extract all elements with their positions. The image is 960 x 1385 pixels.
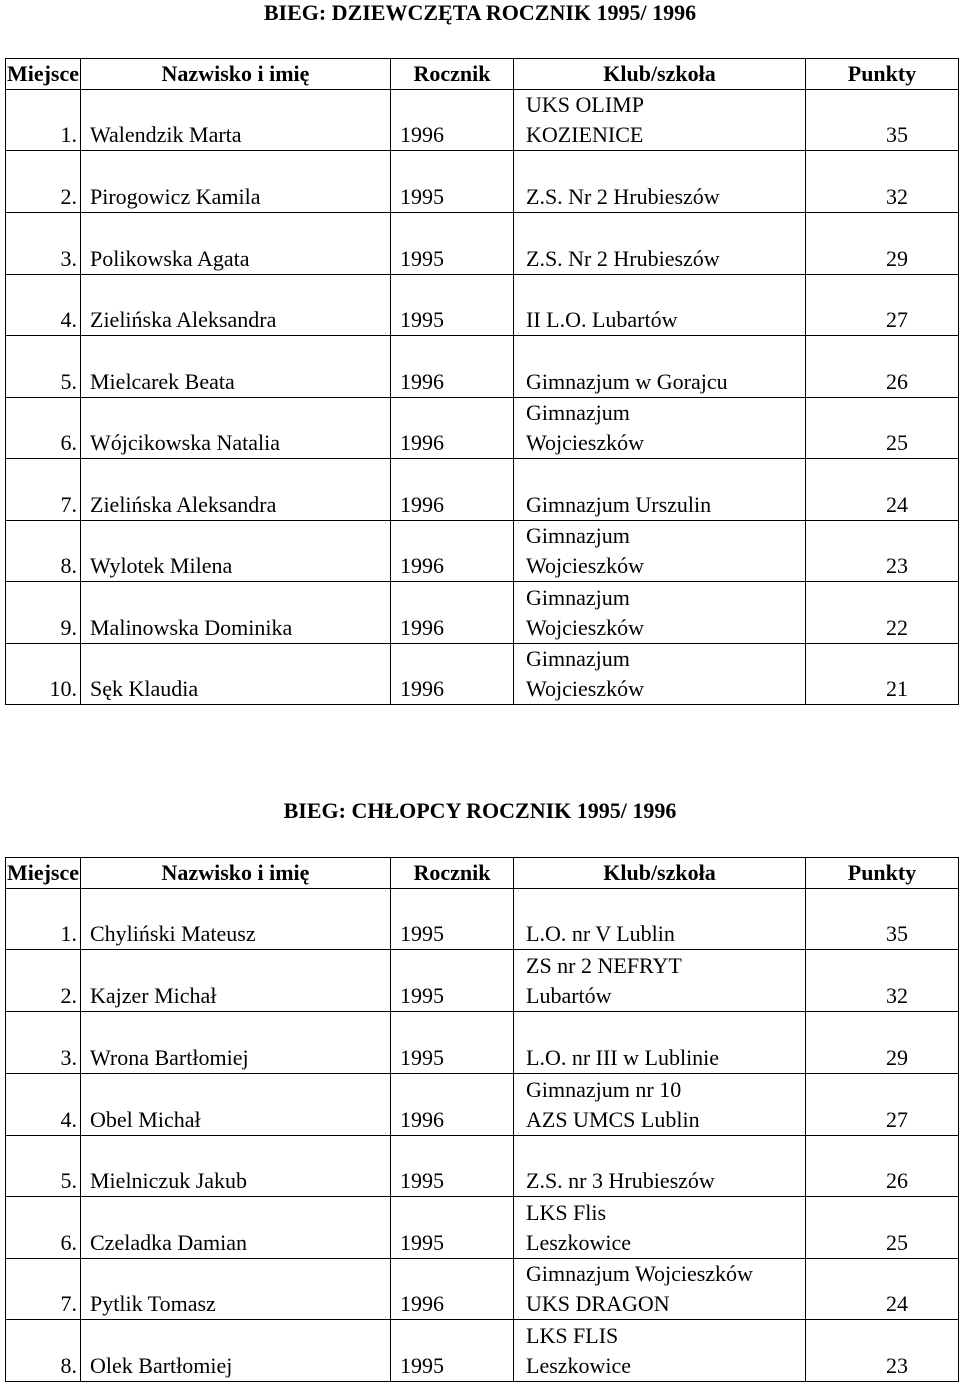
club-cell bbox=[514, 336, 806, 398]
club-line: KOZIENICE bbox=[526, 122, 644, 147]
club-cell bbox=[514, 521, 806, 582]
points-cell: 25 bbox=[806, 1197, 959, 1259]
year-cell: 1996 bbox=[391, 1074, 514, 1136]
points-cell: 35 bbox=[806, 889, 959, 950]
name-cell: Pytlik Tomasz bbox=[81, 1259, 391, 1320]
header-points: Punkty bbox=[806, 59, 959, 90]
club-cell bbox=[514, 889, 806, 950]
place-cell: 7. bbox=[6, 459, 81, 521]
place-cell: 7. bbox=[6, 1259, 81, 1320]
name-cell: Zielińska Aleksandra bbox=[81, 275, 391, 336]
club-line: UKS DRAGON bbox=[526, 1291, 670, 1316]
club-line: Gimnazjum bbox=[526, 523, 630, 548]
club-line: Leszkowice bbox=[526, 1353, 632, 1378]
points-cell: 32 bbox=[806, 950, 959, 1012]
club-cell bbox=[514, 1136, 806, 1197]
year-cell: 1995 bbox=[391, 889, 514, 950]
table-header-row bbox=[6, 59, 959, 90]
club-line: Z.S. Nr 2 Hrubieszów bbox=[526, 246, 720, 271]
header-name: Nazwisko i imię bbox=[81, 858, 391, 889]
year-cell: 1996 bbox=[391, 1259, 514, 1320]
table-row bbox=[6, 950, 959, 1012]
club-cell bbox=[514, 275, 806, 336]
name-cell: Mielcarek Beata bbox=[81, 336, 391, 398]
points-cell: 23 bbox=[806, 521, 959, 582]
club-line: UKS OLIMP bbox=[526, 92, 644, 117]
name-cell: Sęk Klaudia bbox=[81, 644, 391, 705]
name-cell: Walendzik Marta bbox=[81, 90, 391, 151]
club-line: Z.S. nr 3 Hrubieszów bbox=[526, 1168, 715, 1193]
name-cell: Mielniczuk Jakub bbox=[81, 1136, 391, 1197]
place-cell: 1. bbox=[6, 90, 81, 151]
table-row bbox=[6, 275, 959, 336]
year-cell: 1996 bbox=[391, 398, 514, 459]
place-cell: 6. bbox=[6, 1197, 81, 1259]
table-row bbox=[6, 1197, 959, 1259]
place-cell: 5. bbox=[6, 1136, 81, 1197]
name-cell: Malinowska Dominika bbox=[81, 582, 391, 644]
club-line: Gimnazjum bbox=[526, 400, 630, 425]
club-cell bbox=[514, 1259, 806, 1320]
name-cell: Olek Bartłomiej bbox=[81, 1320, 391, 1382]
header-year: Rocznik bbox=[391, 858, 514, 889]
name-cell: Wylotek Milena bbox=[81, 521, 391, 582]
club-line: Wojcieszków bbox=[526, 615, 644, 640]
year-cell: 1996 bbox=[391, 582, 514, 644]
name-cell: Obel Michał bbox=[81, 1074, 391, 1136]
year-cell: 1995 bbox=[391, 151, 514, 213]
club-line: Gimnazjum bbox=[526, 585, 630, 610]
points-cell: 35 bbox=[806, 90, 959, 151]
club-line: Gimnazjum nr 10 bbox=[526, 1077, 682, 1102]
points-cell: 21 bbox=[806, 644, 959, 705]
year-cell: 1996 bbox=[391, 90, 514, 151]
club-cell bbox=[514, 398, 806, 459]
points-cell: 29 bbox=[806, 1012, 959, 1074]
place-cell: 4. bbox=[6, 275, 81, 336]
girls-results-table bbox=[5, 58, 959, 705]
points-cell: 26 bbox=[806, 336, 959, 398]
points-cell: 22 bbox=[806, 582, 959, 644]
table-row bbox=[6, 1074, 959, 1136]
club-cell bbox=[514, 1320, 806, 1382]
club-cell bbox=[514, 950, 806, 1012]
club-line: Wojcieszków bbox=[526, 676, 644, 701]
club-line: Leszkowice bbox=[526, 1230, 632, 1255]
club-line: ZS nr 2 NEFRYT bbox=[526, 953, 682, 978]
year-cell: 1996 bbox=[391, 459, 514, 521]
year-cell: 1996 bbox=[391, 336, 514, 398]
table-row bbox=[6, 1320, 959, 1382]
header-place: Miejsce bbox=[6, 59, 81, 90]
club-cell bbox=[514, 644, 806, 705]
club-cell bbox=[514, 582, 806, 644]
club-cell bbox=[514, 213, 806, 275]
points-cell: 23 bbox=[806, 1320, 959, 1382]
table-row bbox=[6, 1012, 959, 1074]
table-row bbox=[6, 889, 959, 950]
year-cell: 1995 bbox=[391, 1197, 514, 1259]
club-line: Gimnazjum Wojcieszków bbox=[526, 1261, 753, 1286]
club-cell bbox=[514, 1197, 806, 1259]
name-cell: Wrona Bartłomiej bbox=[81, 1012, 391, 1074]
club-line: LKS FLIS bbox=[526, 1323, 619, 1348]
club-cell bbox=[514, 90, 806, 151]
club-line: Gimnazjum bbox=[526, 646, 630, 671]
year-cell: 1996 bbox=[391, 521, 514, 582]
points-cell: 27 bbox=[806, 275, 959, 336]
name-cell: Zielińska Aleksandra bbox=[81, 459, 391, 521]
boys-section-title: BIEG: CHŁOPCY ROCZNIK 1995/ 1996 bbox=[283, 798, 677, 823]
place-cell: 2. bbox=[6, 151, 81, 213]
points-cell: 26 bbox=[806, 1136, 959, 1197]
club-line: Gimnazjum Urszulin bbox=[526, 492, 712, 517]
place-cell: 3. bbox=[6, 213, 81, 275]
girls-section-title: BIEG: DZIEWCZĘTA ROCZNIK 1995/ 1996 bbox=[263, 0, 697, 25]
points-cell: 24 bbox=[806, 459, 959, 521]
club-line: AZS UMCS Lublin bbox=[526, 1107, 700, 1132]
club-line: Z.S. Nr 2 Hrubieszów bbox=[526, 184, 720, 209]
place-cell: 1. bbox=[6, 889, 81, 950]
table-row bbox=[6, 398, 959, 459]
year-cell: 1995 bbox=[391, 275, 514, 336]
place-cell: 2. bbox=[6, 950, 81, 1012]
table-row bbox=[6, 521, 959, 582]
name-cell: Chyliński Mateusz bbox=[81, 889, 391, 950]
year-cell: 1995 bbox=[391, 1136, 514, 1197]
table-row bbox=[6, 1259, 959, 1320]
table-row bbox=[6, 336, 959, 398]
boys-results-table bbox=[5, 857, 959, 1382]
club-line: L.O. nr V Lublin bbox=[526, 921, 675, 946]
table-row bbox=[6, 1136, 959, 1197]
club-line: Lubartów bbox=[526, 983, 612, 1008]
club-line: Wojcieszków bbox=[526, 553, 644, 578]
points-cell: 32 bbox=[806, 151, 959, 213]
club-cell bbox=[514, 1012, 806, 1074]
header-club: Klub/szkoła bbox=[514, 858, 806, 889]
points-cell: 25 bbox=[806, 398, 959, 459]
name-cell: Polikowska Agata bbox=[81, 213, 391, 275]
points-cell: 27 bbox=[806, 1074, 959, 1136]
place-cell: 4. bbox=[6, 1074, 81, 1136]
table-row bbox=[6, 90, 959, 151]
table-row bbox=[6, 151, 959, 213]
place-cell: 3. bbox=[6, 1012, 81, 1074]
club-line: Gimnazjum w Gorajcu bbox=[526, 369, 728, 394]
name-cell: Czeladka Damian bbox=[81, 1197, 391, 1259]
year-cell: 1995 bbox=[391, 1012, 514, 1074]
club-cell bbox=[514, 151, 806, 213]
points-cell: 24 bbox=[806, 1259, 959, 1320]
header-points: Punkty bbox=[806, 858, 959, 889]
header-year: Rocznik bbox=[391, 59, 514, 90]
place-cell: 6. bbox=[6, 398, 81, 459]
place-cell: 8. bbox=[6, 1320, 81, 1382]
year-cell: 1995 bbox=[391, 213, 514, 275]
place-cell: 10. bbox=[6, 644, 81, 705]
club-line: L.O. nr III w Lublinie bbox=[526, 1045, 720, 1070]
year-cell: 1995 bbox=[391, 1320, 514, 1382]
table-row bbox=[6, 644, 959, 705]
place-cell: 9. bbox=[6, 582, 81, 644]
club-line: Wojcieszków bbox=[526, 430, 644, 455]
points-cell: 29 bbox=[806, 213, 959, 275]
place-cell: 8. bbox=[6, 521, 81, 582]
year-cell: 1995 bbox=[391, 950, 514, 1012]
club-line: LKS Flis bbox=[526, 1200, 607, 1225]
place-cell: 5. bbox=[6, 336, 81, 398]
club-cell bbox=[514, 1074, 806, 1136]
header-place: Miejsce bbox=[6, 858, 81, 889]
club-cell bbox=[514, 459, 806, 521]
table-header-row bbox=[6, 858, 959, 889]
year-cell: 1996 bbox=[391, 644, 514, 705]
table-row bbox=[6, 459, 959, 521]
club-line: II L.O. Lubartów bbox=[526, 307, 678, 332]
name-cell: Pirogowicz Kamila bbox=[81, 151, 391, 213]
header-club: Klub/szkoła bbox=[514, 59, 806, 90]
table-row bbox=[6, 582, 959, 644]
header-name: Nazwisko i imię bbox=[81, 59, 391, 90]
name-cell: Wójcikowska Natalia bbox=[81, 398, 391, 459]
table-row bbox=[6, 213, 959, 275]
name-cell: Kajzer Michał bbox=[81, 950, 391, 1012]
